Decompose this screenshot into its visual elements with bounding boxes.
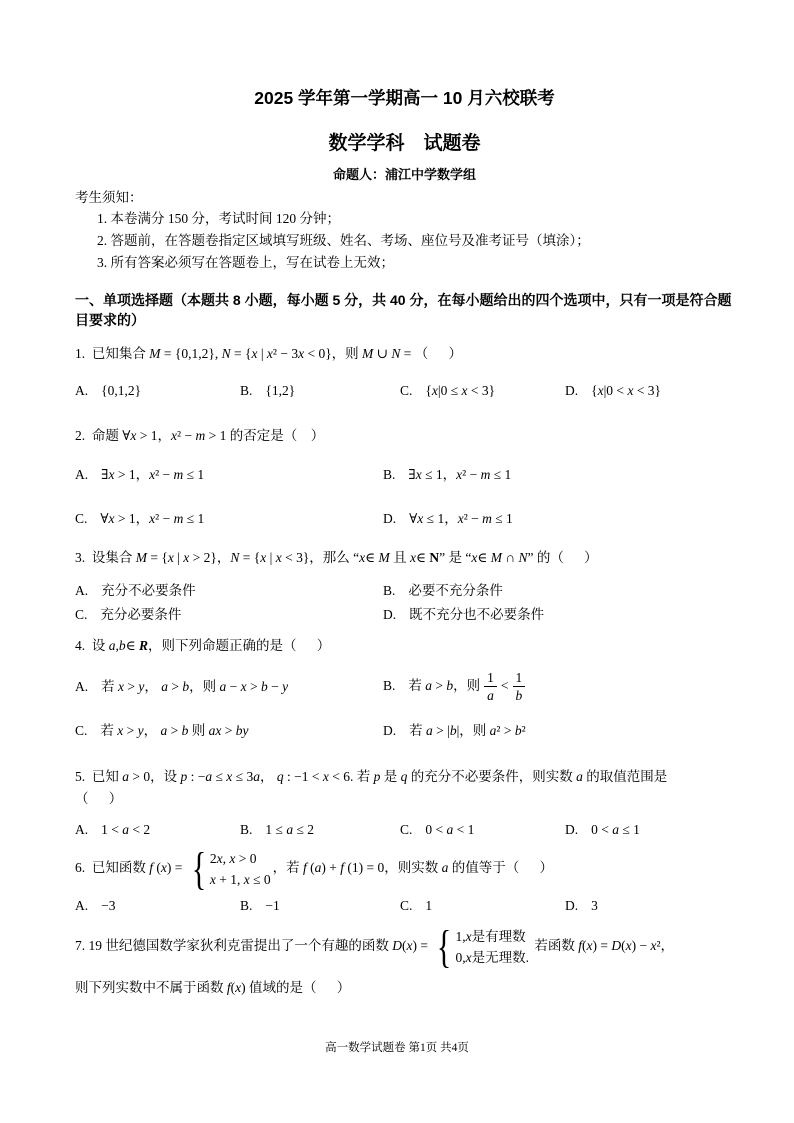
- piecewise-case-1: 1,x是有理数: [455, 929, 526, 944]
- option-A: [75, 895, 240, 917]
- question-stem: [75, 843, 734, 895]
- answer-bracket: （ ）: [75, 791, 123, 806]
- option-text: 若 a > b，则: [408, 678, 481, 694]
- options-row: [75, 380, 734, 402]
- question-stem: 5. 已知 a > 0，设 p : −a ≤ x ≤ 3a， q : −1 < x < 6. 若 p 是 q 的充分不必要条件，则实数 a 的取值范围是: [75, 769, 668, 784]
- stem-text-post: ，若 f (a) + f (1) = 0，则实数 a 的值等于（ ）: [272, 860, 554, 876]
- option-label: B.: [383, 678, 396, 694]
- option-B: [383, 670, 734, 704]
- option-label: C.: [400, 822, 413, 837]
- notice-item-2: 2. 答题前，在答题卷指定区域填写班级、姓名、考场、座位号及准考证号（填涂）；: [97, 233, 590, 248]
- option-label: D.: [383, 511, 397, 526]
- piecewise-case-2: x + 1, x ≤ 0: [209, 872, 271, 887]
- fraction-denominator: a: [487, 688, 494, 703]
- piecewise-cases: [455, 926, 529, 968]
- question-5: [75, 766, 734, 841]
- option-text: −1: [265, 898, 280, 913]
- notice-item-3: 3. 所有答案必须写在答题卷上，写在试卷上无效；: [97, 255, 394, 270]
- option-label: B.: [383, 467, 396, 482]
- fraction-numerator: 1: [484, 670, 497, 687]
- option-A: [75, 580, 383, 602]
- option-label: A.: [75, 679, 89, 694]
- option-C: [400, 380, 565, 402]
- options-row: [75, 895, 734, 917]
- fraction: [513, 670, 526, 704]
- option-label: A.: [75, 822, 89, 837]
- option-text: {x|0 < x < 3}: [591, 383, 662, 398]
- left-brace: {: [437, 921, 452, 973]
- option-label: D.: [383, 723, 397, 738]
- notice-item-1: 1. 本卷满分 150 分，考试时间 120 分钟；: [97, 211, 340, 226]
- option-label: A.: [75, 583, 89, 598]
- question-4: [75, 635, 734, 742]
- option-B: [240, 895, 400, 917]
- option-D: [383, 720, 734, 742]
- question-stem: 2. 命题 ∀x > 1，x² − m > 1 的否定是（ ）: [75, 428, 325, 443]
- question-stem: 3. 设集合 M = {x | x > 2}，N = {x | x < 3}，那么 “x∈ M 且 x∈ N” 是 “x∈ M ∩ N” 的（ ）: [75, 550, 598, 565]
- option-text: 若 x > y， a > b，则 a − x > b − y: [101, 679, 289, 694]
- option-D: [565, 895, 734, 917]
- option-C: [75, 508, 383, 530]
- option-label: C.: [75, 511, 88, 526]
- option-text: 充分不必要条件: [101, 583, 196, 598]
- exam-author: 命题人：浦江中学数学组: [332, 167, 476, 182]
- option-B: [240, 380, 400, 402]
- option-label: B.: [240, 383, 253, 398]
- option-B: [240, 819, 400, 841]
- option-A: [75, 464, 383, 486]
- option-A: [75, 380, 240, 402]
- option-text: 1 < a < 2: [101, 822, 151, 837]
- section-title: 一、单项选择题（本题共 8 小题，每小题 5 分，共 40 分，在每小题给出的四个选项中，只有一项是符合题目要求的）: [75, 292, 732, 328]
- stem-text-post: 若函数 f(x) = D(x) − x²，: [530, 938, 674, 954]
- option-text: 若 x > y， a > b 则 ax > by: [100, 723, 249, 738]
- left-brace: {: [191, 843, 206, 895]
- question-3: [75, 547, 734, 626]
- option-text: 0 < a < 1: [425, 822, 475, 837]
- question-stem: 4. 设 a,b∈ R，则下列命题正确的是（ ）: [75, 638, 331, 653]
- option-label: B.: [383, 583, 396, 598]
- options-grid: [75, 464, 734, 530]
- question-stem: 1. 已知集合 M = {0,1,2}, N = {x | x² − 3x < 0}，则 M ∪ N = （ ）: [75, 346, 462, 361]
- option-text: 必要不充分条件: [408, 583, 503, 598]
- option-text: ∃x > 1，x² − m ≤ 1: [101, 467, 205, 482]
- option-label: A.: [75, 467, 89, 482]
- option-label: D.: [565, 822, 579, 837]
- options-grid: [75, 670, 734, 742]
- option-label: C.: [75, 607, 88, 622]
- question-stem-line2: 则下列实数中不属于函数 f(x) 值域的是（ ）: [75, 980, 351, 995]
- question-1: [75, 343, 734, 402]
- fraction-denominator: b: [515, 688, 523, 703]
- option-C: [75, 720, 383, 742]
- option-C: [400, 819, 565, 841]
- option-D: [565, 819, 734, 841]
- piecewise-function: [188, 843, 271, 895]
- option-label: B.: [240, 898, 253, 913]
- stem-text-pre: 7. 19 世纪德国数学家狄利克雷提出了一个有趣的函数 D(x) =: [75, 938, 432, 954]
- option-text: {x|0 ≤ x < 3}: [425, 383, 496, 398]
- comparison-operator: <: [500, 678, 509, 694]
- option-label: C.: [400, 898, 413, 913]
- options-grid: [75, 580, 734, 626]
- option-label: C.: [75, 723, 88, 738]
- option-C: [75, 604, 383, 626]
- option-text: ∀x > 1，x² − m ≤ 1: [100, 511, 205, 526]
- piecewise-case-2: 0,x是无理数.: [455, 950, 529, 965]
- option-label: D.: [383, 607, 397, 622]
- option-text: {0,1,2}: [101, 383, 142, 398]
- option-text: 若 a > |b|，则 a² > b²: [409, 723, 526, 738]
- option-label: C.: [400, 383, 413, 398]
- piecewise-function: [433, 921, 529, 973]
- option-text: ∃x ≤ 1，x² − m ≤ 1: [408, 467, 512, 482]
- option-D: [383, 604, 734, 626]
- option-label: D.: [565, 383, 579, 398]
- option-text: −3: [101, 898, 116, 913]
- option-text: {1,2}: [265, 383, 296, 398]
- options-row: [75, 819, 734, 841]
- question-7: [75, 921, 734, 999]
- piecewise-cases: [210, 848, 271, 890]
- option-label: D.: [565, 898, 579, 913]
- exam-title: 2025 学年第一学期高一 10 月六校联考: [254, 88, 555, 108]
- page-footer: 高一数学试题卷 第1页 共4页: [325, 1042, 469, 1054]
- option-B: [383, 464, 734, 486]
- question-6: [75, 843, 734, 917]
- option-text: 1: [425, 898, 433, 913]
- option-text: 3: [591, 898, 598, 913]
- option-A: [75, 819, 240, 841]
- fraction-numerator: 1: [513, 670, 526, 687]
- option-text: ∀x ≤ 1，x² − m ≤ 1: [409, 511, 513, 526]
- option-text: 充分必要条件: [100, 607, 182, 622]
- option-label: A.: [75, 898, 89, 913]
- option-label: A.: [75, 383, 89, 398]
- question-stem: [75, 921, 748, 973]
- option-D: [565, 380, 734, 402]
- option-A: [75, 676, 383, 698]
- option-text: 1 ≤ a ≤ 2: [265, 822, 314, 837]
- option-C: [400, 895, 565, 917]
- stem-text-pre: 6. 已知函数 f (x) =: [75, 860, 186, 876]
- fraction: [484, 670, 497, 704]
- option-D: [383, 508, 734, 530]
- option-text: 0 < a ≤ 1: [591, 822, 640, 837]
- piecewise-case-1: 2x, x > 0: [209, 851, 257, 866]
- notice-title: 考生须知：: [75, 190, 143, 205]
- option-label: B.: [240, 822, 253, 837]
- option-text: 既不充分也不必要条件: [409, 607, 545, 622]
- option-B: [383, 580, 734, 602]
- subject-title: 数学学科 试题卷: [328, 133, 481, 154]
- question-2: [75, 425, 734, 530]
